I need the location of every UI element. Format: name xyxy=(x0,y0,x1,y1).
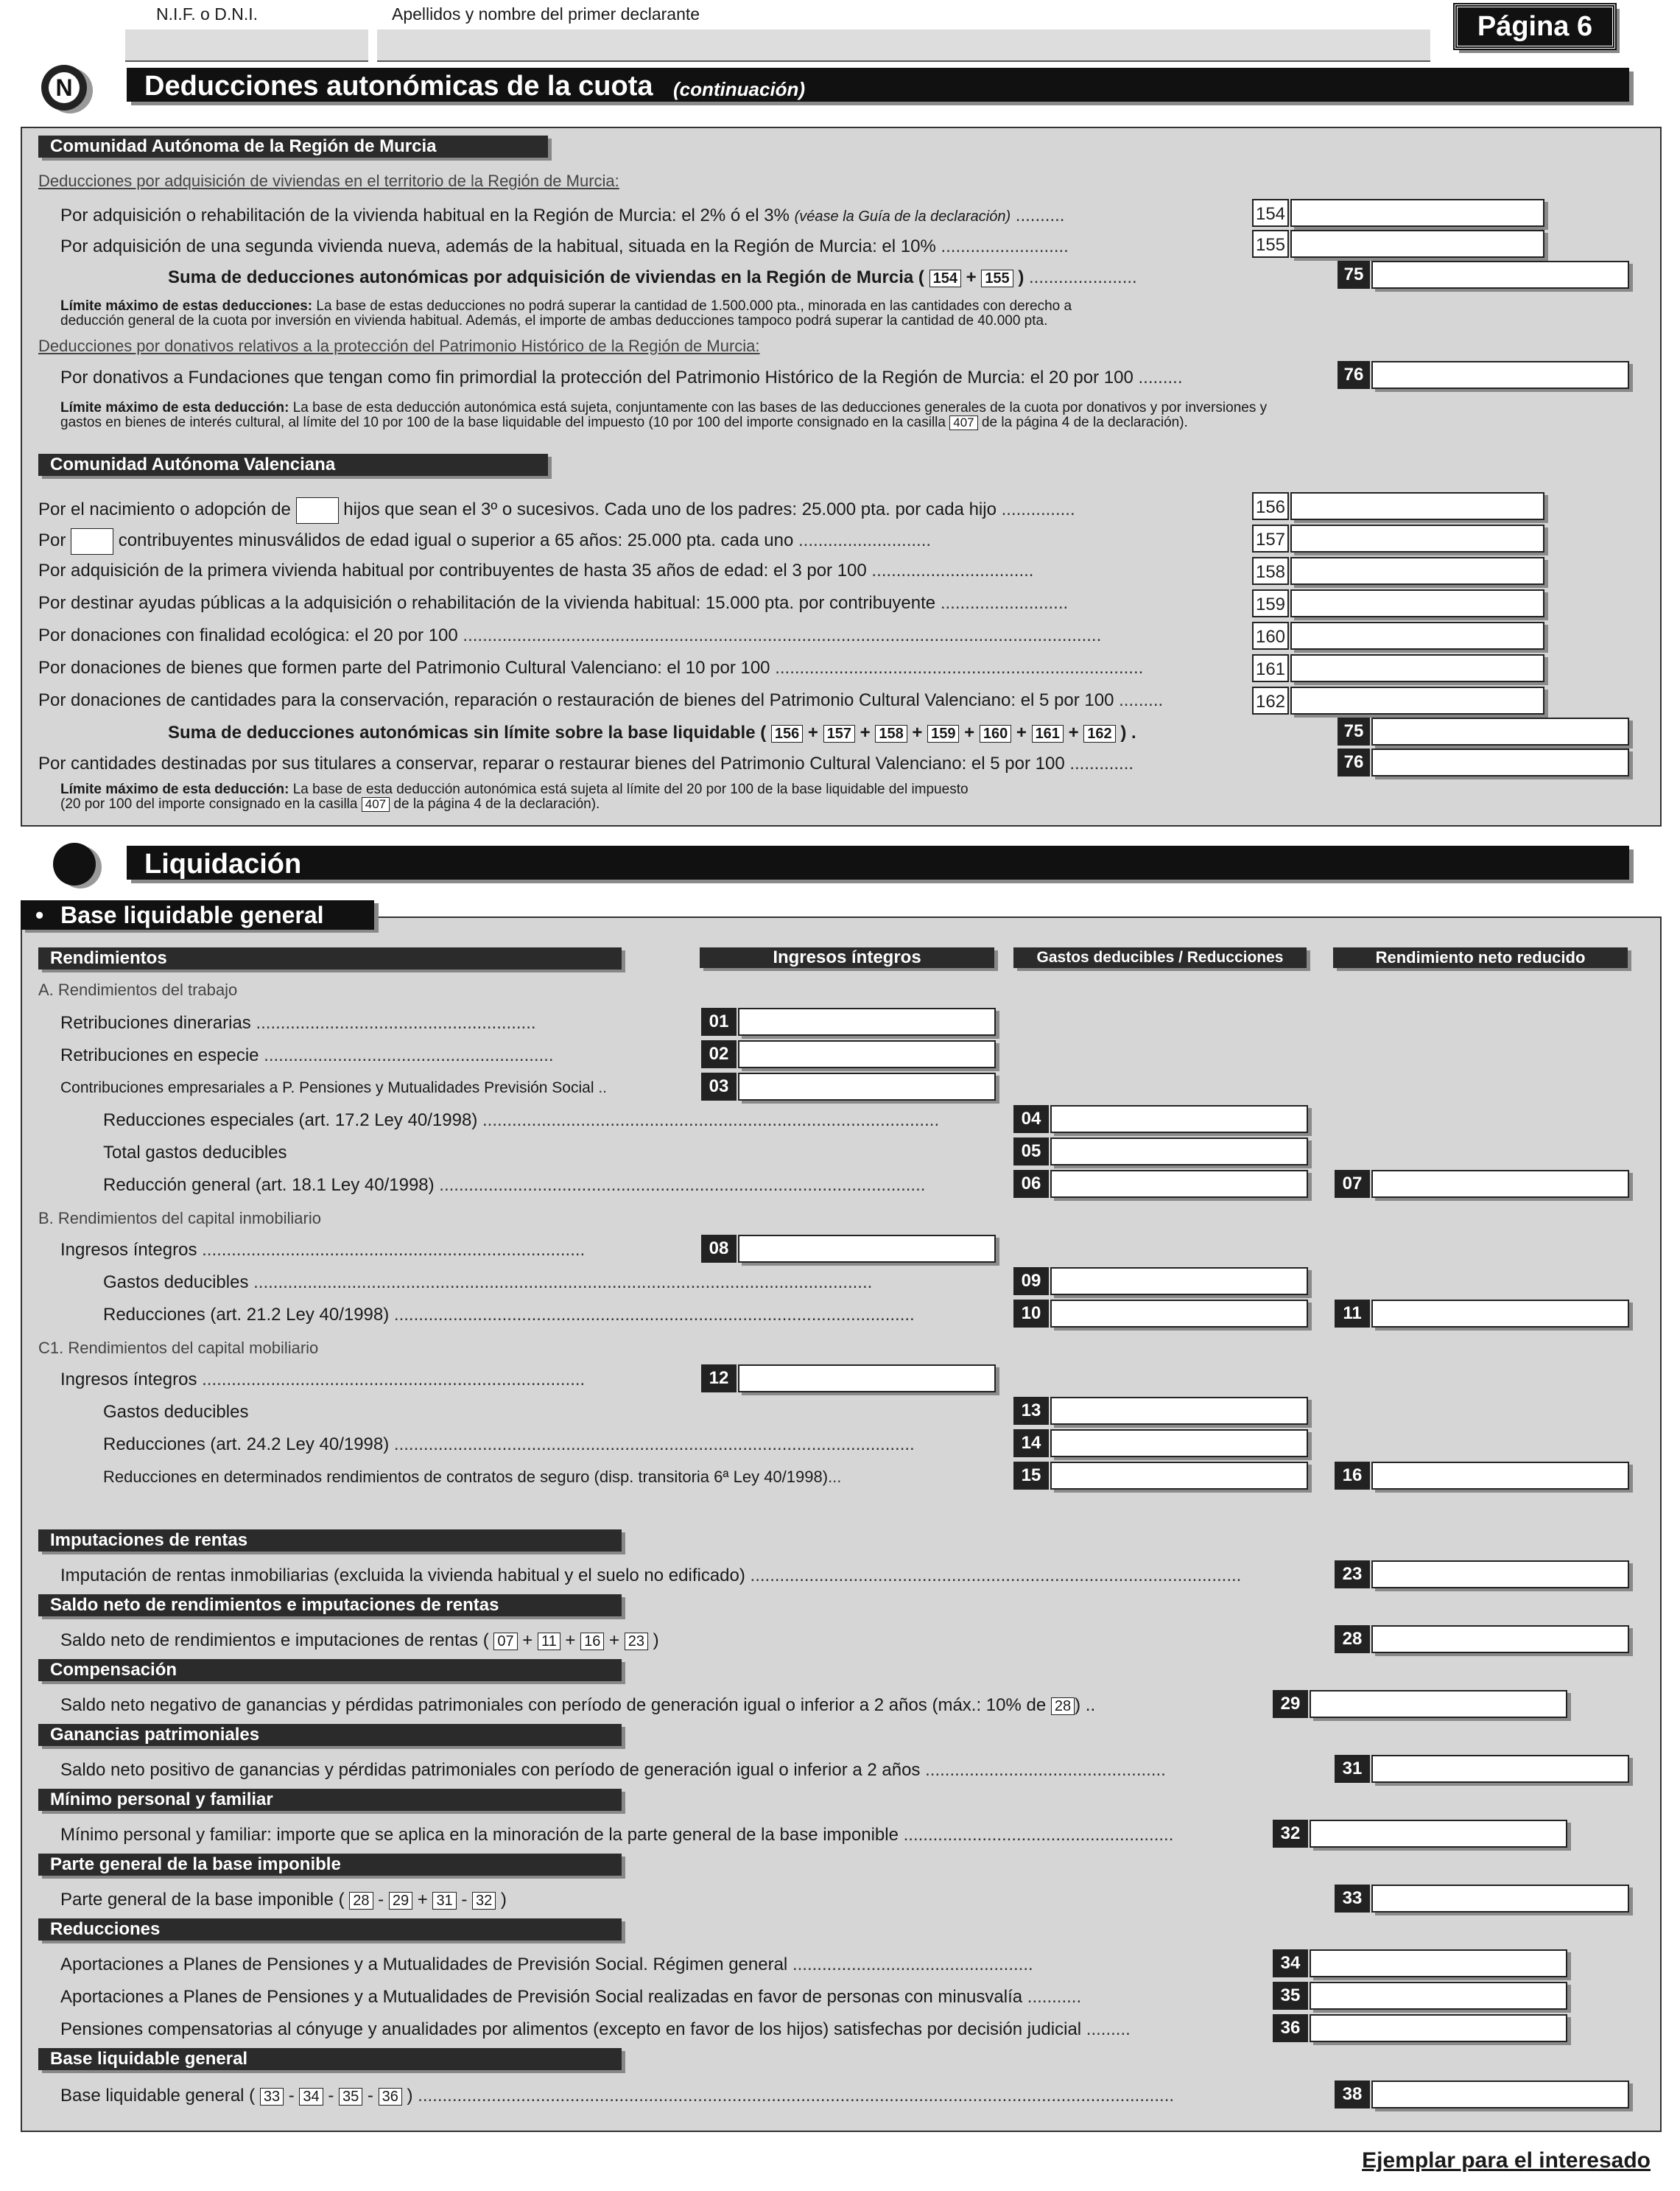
row-28-label: Saldo neto de rendimientos e imputaciones de rentas ( 07 + 11 + 16 + 23 ) xyxy=(60,1630,659,1650)
row-160-label: Por donaciones con finalidad ecológica: el 20 por 100 .................................................................................................................................. xyxy=(38,625,1102,645)
casilla-15-input[interactable] xyxy=(1050,1462,1308,1490)
casilla-33-number: 33 xyxy=(1335,1885,1370,1913)
casilla-11-input[interactable] xyxy=(1371,1300,1629,1328)
row-31-label: Saldo neto positivo de ganancias y pérdidas patrimoniales con período de generación igual o inferior a 2 años ................................................. xyxy=(60,1760,1166,1780)
section-n-title-suffix: (continuación) xyxy=(673,78,806,100)
casilla-12-number: 12 xyxy=(701,1364,737,1392)
murcia-limit-note: Límite máximo de estas deducciones: La base de estas deducciones no podrá superar la cantidad de 1.500.000 pta., minorada en las cantidades con derecho a deducción general de la cuota por inversión en vivienda habitual. Además, el importe de ambas deducciones tampoco podrá superar la cantidad de 40.000 pta. xyxy=(60,298,1072,329)
casilla-76-murcia-input[interactable] xyxy=(1371,361,1629,389)
casilla-75-murcia-number: 75 xyxy=(1338,261,1370,289)
casilla-10-input[interactable] xyxy=(1050,1300,1308,1328)
liquidacion-icon xyxy=(53,843,96,886)
casilla-15-number: 15 xyxy=(1013,1462,1049,1490)
section-n-title: Deducciones autonómicas de la cuota xyxy=(144,71,653,102)
base-liquidable-tab-label: Base liquidable general xyxy=(60,902,324,928)
row-01-label: Retribuciones dinerarias ......................................................... xyxy=(60,1013,536,1033)
page-number-label: Página 6 xyxy=(1477,11,1593,42)
row-15-label: Reducciones en determinados rendimientos de contratos de seguro (disp. transitoria 6ª Ley 40/1998)... xyxy=(103,1468,842,1486)
casilla-156-input[interactable] xyxy=(1290,492,1544,520)
col-rendimiento-neto: Rendimiento neto reducido xyxy=(1333,947,1628,968)
minusvalidos-count-input[interactable] xyxy=(71,528,113,555)
casilla-09-number: 09 xyxy=(1013,1267,1049,1295)
reducciones-tab: Reducciones xyxy=(38,1918,622,1941)
casilla-75-valencia-number: 75 xyxy=(1338,718,1370,746)
casilla-38-input[interactable] xyxy=(1371,2080,1629,2108)
row-09-label: Gastos deducibles .............................................................................................................................. xyxy=(103,1272,873,1292)
casilla-28-input[interactable] xyxy=(1371,1625,1629,1653)
parte-general-tab: Parte general de la base imponible xyxy=(38,1854,622,1876)
casilla-29-input[interactable] xyxy=(1310,1690,1567,1718)
casilla-16-number: 16 xyxy=(1335,1462,1370,1490)
row-34-label: Aportaciones a Planes de Pensiones y a Mutualidades de Previsión Social. Régimen general ................................................. xyxy=(60,1955,1033,1974)
casilla-13-input[interactable] xyxy=(1050,1397,1308,1425)
ref-407: 407 xyxy=(949,416,977,430)
casilla-32-number: 32 xyxy=(1273,1820,1308,1848)
casilla-03-number: 03 xyxy=(701,1073,737,1101)
liquidacion-header xyxy=(127,846,1629,880)
casilla-05-input[interactable] xyxy=(1050,1137,1308,1165)
row-162-label: Por donaciones de cantidades para la conservación, reparación o restauración de bienes del Patrimonio Cultural Valenciano: el 5 por 100 ......... xyxy=(38,690,1164,710)
row-76-valencia-label: Por cantidades destinadas por sus titulares a conservar, reparar o restaurar bienes del Patrimonio Cultural Valenciano: el 5 por 100 ............. xyxy=(38,754,1134,774)
row-10-label: Reducciones (art. 21.2 Ley 40/1998) .......................................................................................................... xyxy=(103,1305,915,1325)
casilla-31-input[interactable] xyxy=(1371,1755,1629,1783)
casilla-75-murcia-input[interactable] xyxy=(1371,261,1629,289)
valencia-limit-note: Límite máximo de esta deducción: La base de esta deducción autonómica está sujeta al límite del 20 por 100 de la base liquidable del impuesto (20 por 100 del importe consignado en la casilla 407 de la página 4 de la declaración). xyxy=(60,782,969,812)
casilla-02-number: 02 xyxy=(701,1040,737,1068)
casilla-10-number: 10 xyxy=(1013,1300,1049,1328)
row-23-label: Imputación de rentas inmobiliarias (excluida la vivienda habitual y el suelo no edificado) .................................................................................................... xyxy=(60,1566,1242,1585)
section-n-icon xyxy=(41,65,87,111)
casilla-155-input[interactable] xyxy=(1290,230,1544,258)
ganancias-tab: Ganancias patrimoniales xyxy=(38,1724,622,1746)
murcia-sum-label: Suma de deducciones autonómicas por adquisición de viviendas en la Región de Murcia ( 154 + 155 ) ...................... xyxy=(168,267,1137,287)
casilla-14-input[interactable] xyxy=(1050,1429,1308,1457)
casilla-36-number: 36 xyxy=(1273,2014,1308,2042)
row-29-label: Saldo neto negativo de ganancias y pérdidas patrimoniales con período de generación igual o inferior a 2 años (máx.: 10% de 28 ) .. xyxy=(60,1695,1096,1715)
saldo-neto-tab: Saldo neto de rendimientos e imputaciones de rentas xyxy=(38,1594,622,1616)
row-06-label: Reducción general (art. 18.1 Ley 40/1998) ................................................................................................... xyxy=(103,1175,926,1195)
nif-field[interactable] xyxy=(125,29,368,62)
casilla-14-number: 14 xyxy=(1013,1429,1049,1457)
murcia-tab: Comunidad Autónoma de la Región de Murcia xyxy=(38,136,548,158)
ref-155: 155 xyxy=(981,270,1013,287)
valencia-tab: Comunidad Autónoma Valenciana xyxy=(38,454,548,476)
casilla-34-number: 34 xyxy=(1273,1949,1308,1977)
compensacion-tab: Compensación xyxy=(38,1659,622,1681)
ref-407-valencia: 407 xyxy=(362,797,390,812)
casilla-12-input[interactable] xyxy=(738,1364,996,1392)
murcia-sub-donativos: Deducciones por donativos relativos a la protección del Patrimonio Histórico de la Región de Murcia: xyxy=(38,337,760,355)
sub-rendimientos-trabajo: A. Rendimientos del trabajo xyxy=(38,981,238,999)
valencia-sum-label: Suma de deducciones autonómicas sin límite sobre la base liquidable ( 156 + 157 + 158 + 159 + 160 + 161 + 162 ) . xyxy=(168,723,1136,743)
casilla-33-input[interactable] xyxy=(1371,1885,1629,1913)
casilla-04-input[interactable] xyxy=(1050,1105,1308,1133)
casilla-76-valencia-input[interactable] xyxy=(1371,749,1629,777)
row-158-label: Por adquisición de la primera vivienda habitual por contribuyentes de hasta 35 años de edad: el 3 por 100 ................................. xyxy=(38,561,1034,581)
ref-154: 154 xyxy=(929,270,961,287)
casilla-159-input[interactable] xyxy=(1290,589,1544,617)
col-gastos-deducibles: Gastos deducibles / Reducciones xyxy=(1013,947,1307,968)
casilla-23-input[interactable] xyxy=(1371,1560,1629,1588)
casilla-03-input[interactable] xyxy=(738,1073,996,1101)
casilla-36-input[interactable] xyxy=(1310,2014,1567,2042)
casilla-01-input[interactable] xyxy=(738,1008,996,1036)
casilla-161-input[interactable] xyxy=(1290,654,1544,682)
casilla-07-input[interactable] xyxy=(1371,1170,1629,1198)
section-letter: N xyxy=(49,72,80,103)
row-14-label: Reducciones (art. 24.2 Ley 40/1998) .......................................................................................................... xyxy=(103,1434,915,1454)
casilla-75-valencia-input[interactable] xyxy=(1371,718,1629,746)
minimo-tab: Mínimo personal y familiar xyxy=(38,1789,622,1811)
casilla-157-input[interactable] xyxy=(1290,525,1544,553)
casilla-29-number: 29 xyxy=(1273,1690,1308,1718)
casilla-154-input[interactable] xyxy=(1290,199,1544,227)
row-13-label: Gastos deducibles xyxy=(103,1402,249,1422)
casilla-154-number: 154 xyxy=(1252,199,1289,227)
row-35-label: Aportaciones a Planes de Pensiones y a Mutualidades de Previsión Social realizadas en favor de personas con minusvalía ........... xyxy=(60,1987,1082,2007)
casilla-08-number: 08 xyxy=(701,1235,737,1263)
casilla-35-input[interactable] xyxy=(1310,1982,1567,2010)
casilla-02-input[interactable] xyxy=(738,1040,996,1068)
bullet-icon: • xyxy=(35,902,44,928)
casilla-01-number: 01 xyxy=(701,1008,737,1036)
row-154-label: Por adquisición o rehabilitación de la vivienda habitual en la Región de Murcia: el 2% ó el 3% (véase la Guía de la declaración) .......... xyxy=(60,206,1065,225)
row-02-label: Retribuciones en especie ........................................................... xyxy=(60,1045,554,1065)
casilla-28-number: 28 xyxy=(1335,1625,1370,1653)
casilla-155-number: 155 xyxy=(1252,230,1289,258)
casilla-162-input[interactable] xyxy=(1290,687,1544,715)
casilla-07-number: 07 xyxy=(1335,1170,1370,1198)
row-08-label: Ingresos íntegros .............................................................................. xyxy=(60,1240,586,1260)
casilla-09-input[interactable] xyxy=(1050,1267,1308,1295)
casilla-16-input[interactable] xyxy=(1371,1462,1629,1490)
casilla-08-input[interactable] xyxy=(738,1235,996,1263)
nif-label: N.I.F. o D.N.I. xyxy=(156,4,259,24)
section-n-header xyxy=(127,68,1629,102)
casilla-76-valencia-number: 76 xyxy=(1338,749,1370,777)
row-38-label: Base liquidable general ( 33 - 34 - 35 - 36 ) .......................................................................................................................................................... xyxy=(60,2086,1175,2106)
casilla-160-input[interactable] xyxy=(1290,622,1544,650)
casilla-34-input[interactable] xyxy=(1310,1949,1567,1977)
row-32-label: Mínimo personal y familiar: importe que se aplica en la minoración de la parte general de la base imponible ....................................................... xyxy=(60,1825,1174,1845)
row-12-label: Ingresos íntegros .............................................................................. xyxy=(60,1370,586,1389)
name-field[interactable] xyxy=(377,29,1430,62)
base-liquidable-tab xyxy=(21,900,374,930)
imputaciones-tab: Imputaciones de rentas xyxy=(38,1529,622,1552)
row-76-murcia-label: Por donativos a Fundaciones que tengan como fin primordial la protección del Patrimonio Histórico de la Región de Murcia: el 20 por 100 ......... xyxy=(60,368,1183,388)
casilla-159-number: 159 xyxy=(1252,589,1289,617)
casilla-156-number: 156 xyxy=(1252,492,1289,520)
row-05-label: Total gastos deducibles xyxy=(103,1143,287,1163)
murcia-limit2-note: Límite máximo de esta deducción: La base de esta deducción autonómica está sujeta, conjuntamente con las bases de las deducciones generales de la cuota por donativos y por inversiones y gastos en bienes de interés cultural, al límite del 10 por 100 de la base liquidable del impuesto (10 por 100 del importe consignado en la casilla 407 de la página 4 de la declaración). xyxy=(60,400,1268,430)
casilla-162-number: 162 xyxy=(1252,687,1289,715)
row-33-label: Parte general de la base imponible ( 28 - 29 + 31 - 32 ) xyxy=(60,1890,507,1910)
casilla-06-number: 06 xyxy=(1013,1170,1049,1198)
row-155-label: Por adquisición de una segunda vivienda nueva, además de la habitual, situada en la Región de Murcia: el 10% .......................... xyxy=(60,236,1069,256)
casilla-11-number: 11 xyxy=(1335,1300,1370,1328)
row-36-label: Pensiones compensatorias al cónyuge y anualidades por alimentos (excepto en favor de los hijos) satisfechas por decisión judicial ......... xyxy=(60,2019,1131,2039)
casilla-76-murcia-number: 76 xyxy=(1338,361,1370,389)
liquidacion-title: Liquidación xyxy=(144,849,302,880)
footer-copy-label: Ejemplar para el interesado xyxy=(1362,2148,1651,2173)
casilla-04-number: 04 xyxy=(1013,1105,1049,1133)
row-157-label: Por contribuyentes minusválidos de edad igual o superior a 65 años: 25.000 pta. cada uno ........................... xyxy=(38,526,1246,555)
murcia-sub-viviendas: Deducciones por adquisición de viviendas en el territorio de la Región de Murcia: xyxy=(38,172,619,190)
row-161-label: Por donaciones de bienes que formen parte del Patrimonio Cultural Valenciano: el 10 por 100 ........................................................................... xyxy=(38,658,1144,678)
casilla-31-number: 31 xyxy=(1335,1755,1370,1783)
rendimientos-tab: Rendimientos xyxy=(38,947,622,970)
col-ingresos-integros: Ingresos íntegros xyxy=(700,947,994,968)
casilla-13-number: 13 xyxy=(1013,1397,1049,1425)
casilla-32-input[interactable] xyxy=(1310,1820,1567,1848)
base-liquidable-section-tab: Base liquidable general xyxy=(38,2048,622,2070)
casilla-160-number: 160 xyxy=(1252,622,1289,650)
casilla-06-input[interactable] xyxy=(1050,1170,1308,1198)
row-03-label: Contribuciones empresariales a P. Pensiones y Mutualidades Previsión Social .. xyxy=(60,1079,608,1096)
casilla-23-number: 23 xyxy=(1335,1560,1370,1588)
name-label: Apellidos y nombre del primer declarante xyxy=(392,4,700,24)
casilla-38-number: 38 xyxy=(1335,2080,1370,2108)
casilla-158-number: 158 xyxy=(1252,557,1289,585)
casilla-158-input[interactable] xyxy=(1290,557,1544,585)
casilla-05-number: 05 xyxy=(1013,1137,1049,1165)
row-04-label: Reducciones especiales (art. 17.2 Ley 40/1998) ............................................................................................. xyxy=(103,1110,940,1130)
hijos-count-input[interactable] xyxy=(296,497,339,524)
row-156-label: Por el nacimiento o adopción de hijos que sean el 3º o sucesivos. Cada uno de los padres: 25.000 pta. por cada hijo ............... xyxy=(38,495,1246,525)
casilla-157-number: 157 xyxy=(1252,525,1289,553)
sub-capital-mobiliario: C1. Rendimientos del capital mobiliario xyxy=(38,1339,319,1357)
page-number-badge xyxy=(1455,4,1615,49)
casilla-35-number: 35 xyxy=(1273,1982,1308,2010)
row-159-label: Por destinar ayudas públicas a la adquisición o rehabilitación de la vivienda habitual: 15.000 pta. por contribuyente .......................... xyxy=(38,593,1069,613)
casilla-161-number: 161 xyxy=(1252,654,1289,682)
sub-capital-inmobiliario: B. Rendimientos del capital inmobiliario xyxy=(38,1209,321,1227)
